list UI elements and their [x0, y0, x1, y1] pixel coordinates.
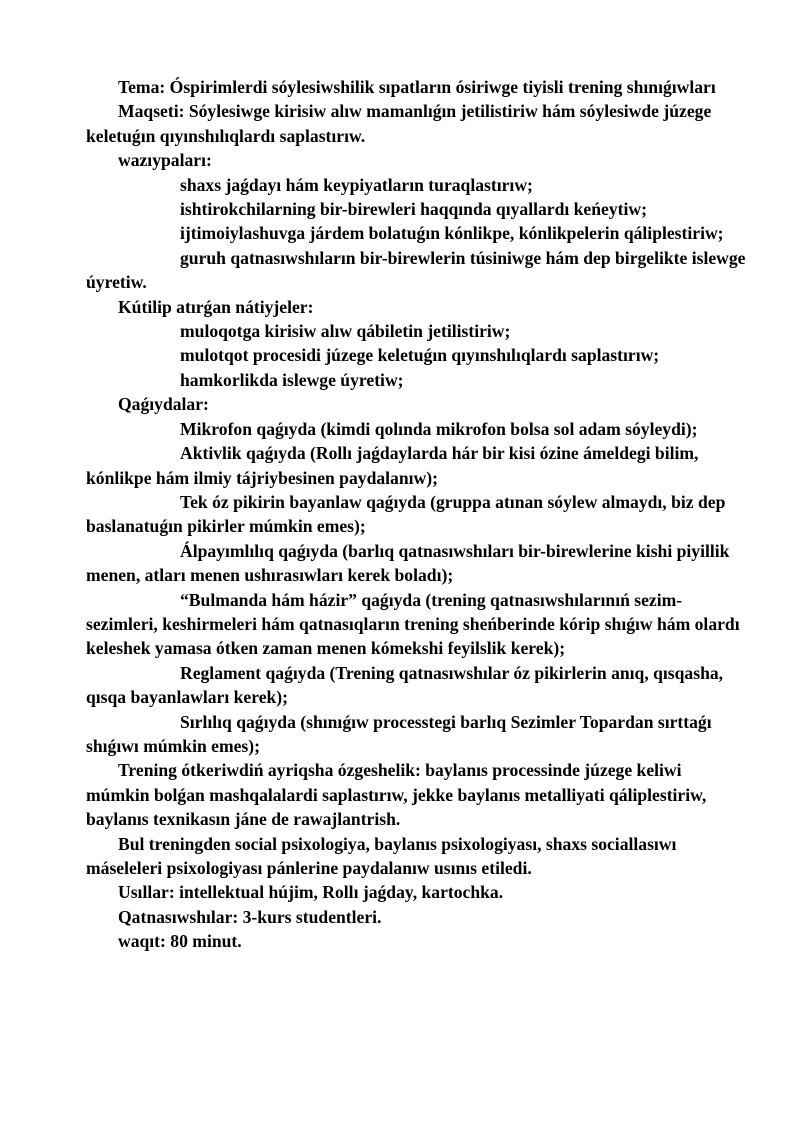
paragraph: Mikrofon qaǵıyda (kimdi qolında mikrofon bolsa sol adam sóyleydi);	[180, 418, 698, 439]
paragraph: Sırlılıq qaǵıyda (shınıǵıw processtegi barlıq Sezimler Topardan sırttaǵı shıǵıwı múmkin emes);	[86, 711, 712, 756]
paragraph: hamkorlikda islewge úyretiw;	[180, 369, 404, 390]
paragraph: Tema: Óspirimlerdi sóylesiwshilik sıpatların ósiriwge tiyisli trening shınıǵıwları	[118, 77, 716, 97]
paragraph: Trening ótkeriwdiń ayriqsha ózgeshelik: baylanıs processinde júzege keliwi múmkin bolǵan mashqalalardi saplastırıw, jekke baylanıs metalliyati qáliplestiriw, baylanıs texnikasın jáne de rawajlantrish.	[86, 760, 707, 830]
paragraph: Bul treningden social psixologiya, baylanıs psixologiyası, shaxs sociallasıwı máseleleri psixologiyası pánlerine paydalanıw usınıs etiledi.	[86, 833, 677, 878]
document-page	[86, 75, 746, 954]
paragraph: Reglament qaǵıyda (Trening qatnasıwshılar óz pikirlerin anıq, qısqasha, qısqa bayanlawları kerek);	[86, 662, 724, 708]
paragraph: ijtimoiylashuvga járdem bolatuǵın kónlikpe, kónlikpelerin qáliplestiriw;	[180, 223, 724, 244]
paragraph: Tek óz pikirin bayanlaw qaǵıyda (gruppa atınan sóylew almaydı, biz dep baslanatuǵın pikirler múmkin emes);	[86, 491, 726, 537]
paragraph: ishtirokchilarning bir-birewleri haqqında qıyallardı keńeytiw;	[180, 199, 647, 220]
paragraph: guruh qatnasıwshıların bir-birewlerin túsiniwge hám dep birgelikte islewge úyretiw.	[86, 247, 746, 293]
paragraph: “Bulmanda hám házir” qaǵıyda (trening qatnasıwshılarınıń sezim-sezimleri, keshirmeleri hám qatnasıqların trening sheńberinde kórip shıǵıw hám olardı keleshek yamasa ótken zaman menen kómekshi feyilslik kerek);	[86, 589, 740, 659]
paragraph: Kútilip atırǵan nátiyjeler:	[118, 296, 314, 317]
paragraph: muloqotga kirisiw alıw qábiletin jetilistiriw;	[180, 321, 511, 342]
paragraph: waqıt: 80 minut.	[118, 931, 242, 952]
paragraph: Qatnasıwshılar: 3-kurs studentleri.	[118, 906, 382, 927]
paragraph: Maqseti: Sóylesiwge kirisiw alıw mamanlıǵın jetilistiriw hám sóylesiwde júzege keletuǵın qıyınshılıqlardı saplastırıw.	[86, 101, 712, 146]
paragraph: Álpayımlılıq qaǵıyda (barlıq qatnasıwshıları bir-birewlerine kishi piyillik menen, atları menen ushırasıwları kerek boladı);	[86, 540, 730, 586]
paragraph: Qaǵıydalar:	[118, 394, 209, 415]
paragraph: shaxs jaǵdayı hám keypiyatların turaqlastırıw;	[180, 174, 533, 195]
paragraph: Usıllar: intellektual hújim, Rollı jaǵday, kartochka.	[118, 882, 504, 903]
paragraph: mulotqot procesidi júzege keletuǵın qıyınshılıqlardı saplastırıw;	[180, 345, 660, 366]
paragraph: wazıypaları:	[118, 150, 212, 171]
paragraph: Aktivlik qaǵıyda (Rollı jaǵdaylarda hár bir kisi ózine ámeldegi bilim, kónlikpe hám ilmiy tájriybesinen paydalanıw);	[86, 443, 699, 488]
